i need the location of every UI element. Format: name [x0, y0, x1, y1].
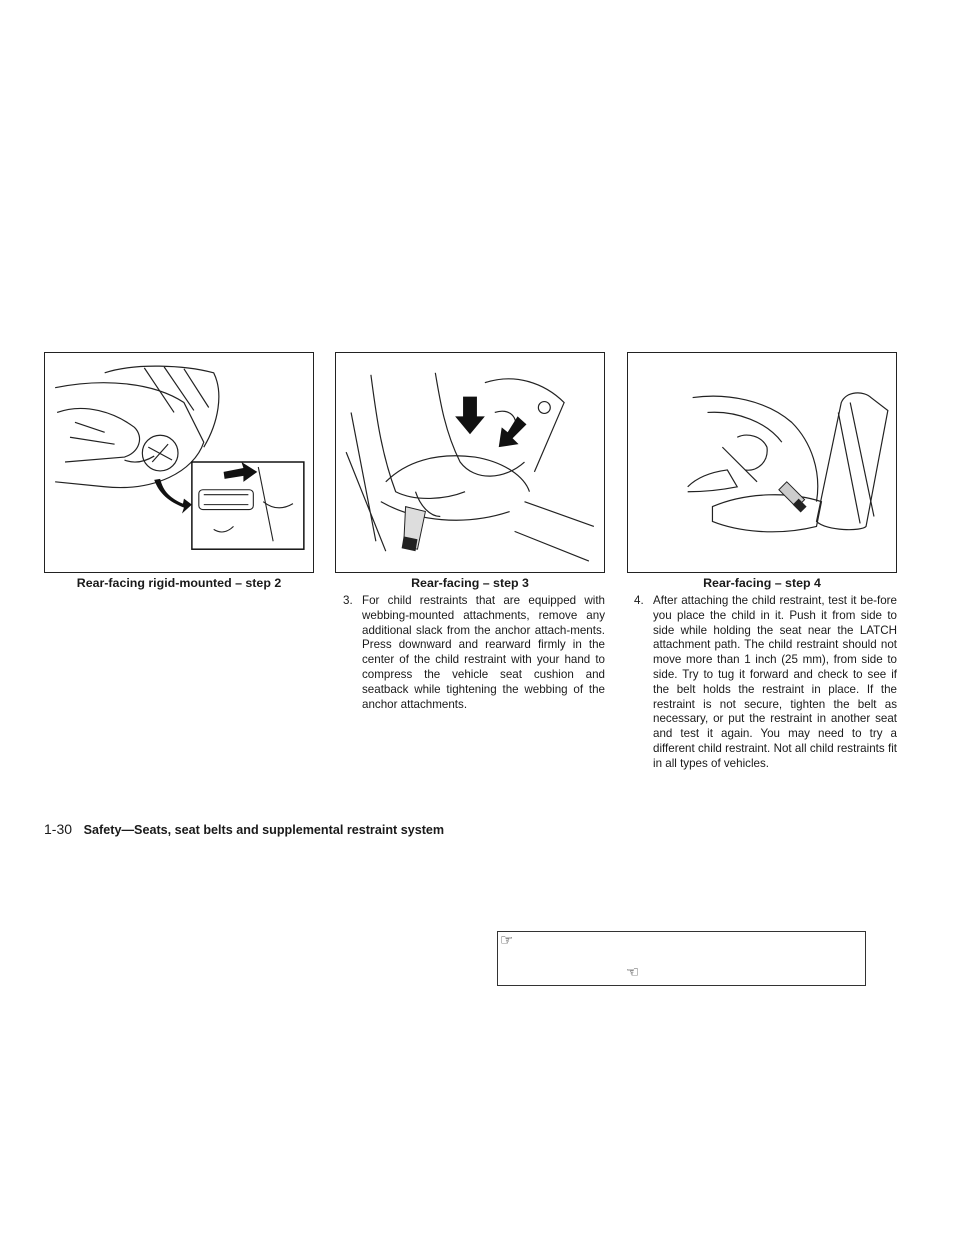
illustration-step-3: [336, 353, 604, 572]
page-number: 1-30: [44, 821, 73, 837]
section-title: Safety—Seats, seat belts and supplemental restraint system: [83, 823, 445, 837]
pointing-hand-icon: ☜: [626, 964, 640, 981]
figure-step-4: [627, 352, 897, 573]
figure-caption: Rear-facing rigid-mounted – step 2: [76, 576, 282, 590]
step-4-paragraph: [634, 594, 897, 772]
illustration-rigid-mounted-step-2: [45, 353, 313, 572]
note-box: [497, 931, 866, 986]
pointing-hand-icon: ☞: [500, 932, 514, 949]
figure-rigid-mounted-step-2: [44, 352, 314, 573]
step-text: After attaching the child restraint, test it be-fore you place the child in it. Push it from side to side while holding the seat near the LATCH attachment path. The child restraint should not move more than 1 inch (25 mm), from side to side. Try to tug it forward and check to see if the belt holds the restraint in place. If the restraint is not secure, tighten the belt as necessary, or put the restraint in another seat and test it again. You may need to try a different child restraint. Not all child restraints fit in all types of vehicles.: [653, 594, 897, 770]
step-3-paragraph: [343, 594, 605, 712]
step-number: 3.: [343, 594, 353, 607]
step-text: For child restraints that are equipped with webbing-mounted attachments, remove any additional slack from the anchor attach-ments. Press downward and rearward firmly in the center of the child restraint with your hand to compress the vehicle seat cushion and seatback while tightening the webbing of the anchor attachments.: [362, 594, 605, 711]
figure-step-3: [335, 352, 605, 573]
illustration-step-4: [628, 353, 896, 572]
figure-caption: Rear-facing – step 4: [703, 576, 821, 590]
figure-caption: Rear-facing – step 3: [411, 576, 529, 590]
step-number: 4.: [634, 594, 644, 607]
page-footer: [44, 821, 444, 837]
